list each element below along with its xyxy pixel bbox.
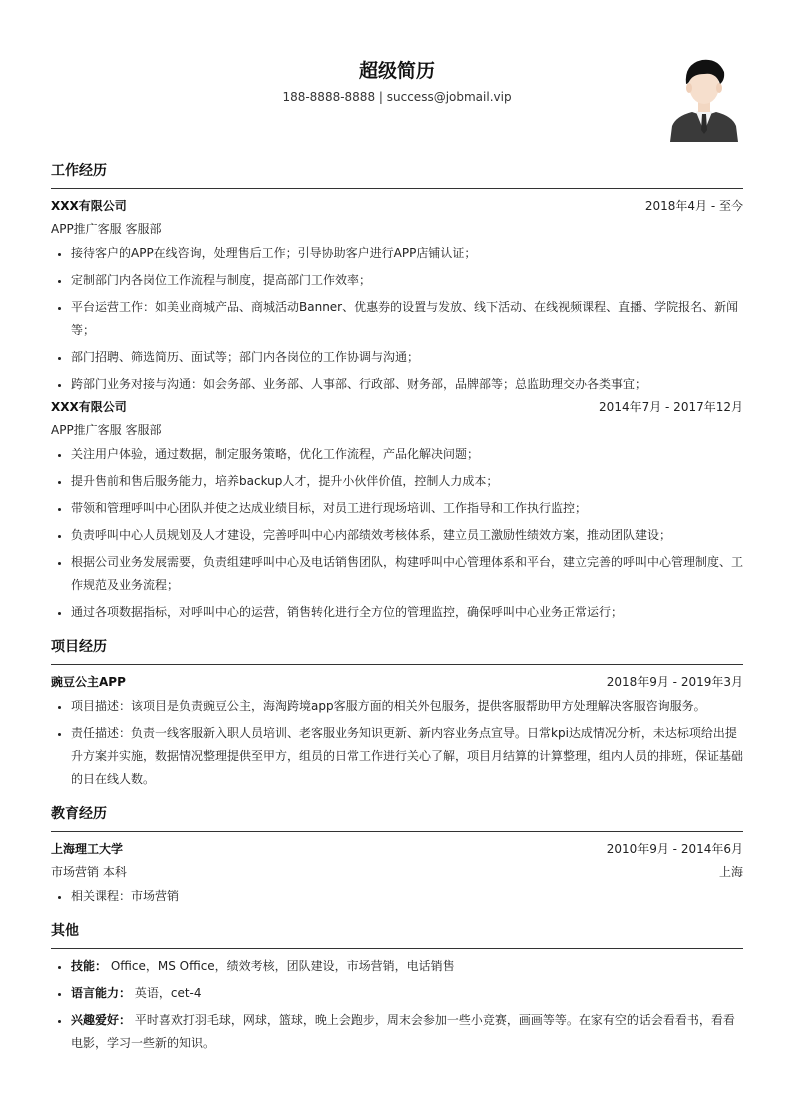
entry-date: 2018年4月 - 至今	[644, 199, 743, 213]
list-item: • 平台运营工作：如美业商城产品、商城活动Banner、优惠券的设置与发放、线下活动、在线视频课程、直播、学院报名、新闻等；	[71, 296, 743, 342]
avatar	[668, 54, 740, 142]
entry-date: 2018年9月 - 2019年3月	[606, 675, 743, 689]
item-text: Office，MS Office，绩效考核，团队建设，市场营销，电话销售	[110, 959, 455, 973]
item-text: 平时喜欢打羽毛球，网球，篮球，晚上会跑步，周末会参加一些小竞赛，画画等等。在家有空的话会看看书，看看电影，学习一些新的知识。	[71, 1013, 735, 1050]
education-entry	[51, 842, 743, 908]
section-title: 项目经历	[51, 636, 743, 665]
bullet-list	[51, 955, 743, 1055]
work-entry	[51, 400, 743, 624]
bullet-list	[51, 242, 743, 396]
project-section	[51, 636, 743, 791]
list-item	[71, 955, 743, 978]
company-name: XXX有限公司	[51, 199, 127, 213]
resume-header	[51, 0, 743, 150]
location: 上海	[718, 865, 743, 879]
section-title: 其他	[51, 920, 743, 949]
list-item: • 提升售前和售后服务能力，培养backup人才，提升小伙伴价值，控制人力成本；	[71, 470, 743, 493]
contact-info: 188-8888-8888 | success@jobmail.vip	[282, 90, 512, 104]
list-item	[71, 1009, 743, 1055]
school-name: 上海理工大学	[51, 842, 124, 856]
section-title: 工作经历	[51, 160, 743, 189]
list-item: • 接待客户的APP在线咨询，处理售后工作；引导协助客户进行APP店铺认证；	[71, 242, 743, 265]
candidate-name: 超级简历	[358, 60, 435, 82]
list-item: • 通过各项数据指标，对呼叫中心的运营，销售转化进行全方位的管理监控，确保呼叫中心业务正常运行；	[71, 601, 743, 624]
list-item: • 相关课程：市场营销	[71, 885, 743, 908]
list-item: • 定制部门内各岗位工作流程与制度，提高部门工作效率；	[71, 269, 743, 292]
company-name: XXX有限公司	[51, 400, 127, 414]
list-item: • 负责呼叫中心人员规划及人才建设，完善呼叫中心内部绩效考核体系，建立员工激励性绩效方案，推动团队建设；	[71, 524, 743, 547]
list-item	[71, 982, 743, 1005]
item-label: 技能：	[71, 959, 108, 973]
work-section	[51, 160, 743, 624]
bullet-list	[51, 443, 743, 624]
project-name: 豌豆公主APP	[51, 675, 126, 689]
list-item: • 关注用户体验，通过数据，制定服务策略，优化工作流程，产品化解决问题；	[71, 443, 743, 466]
list-item: • 部门招聘、筛选简历、面试等；部门内各岗位的工作协调与沟通；	[71, 346, 743, 369]
work-entry	[51, 199, 743, 396]
list-item: • 带领和管理呼叫中心团队并使之达成业绩目标，对员工进行现场培训、工作指导和工作执行监控；	[71, 497, 743, 520]
item-label: 兴趣爱好：	[71, 1013, 132, 1027]
project-entry	[51, 675, 743, 791]
resume-page	[51, 0, 743, 1059]
education-section	[51, 803, 743, 908]
bullet-list	[51, 695, 743, 791]
job-role: APP推广客服 客服部	[51, 222, 162, 236]
entry-date: 2010年9月 - 2014年6月	[606, 842, 743, 856]
job-role: APP推广客服 客服部	[51, 423, 162, 437]
section-title: 教育经历	[51, 803, 743, 832]
list-item: • 跨部门业务对接与沟通：如会务部、业务部、人事部、行政部、财务部，品牌部等；总监助理交办各类事宜；	[71, 373, 743, 396]
major-degree: 市场营销 本科	[51, 865, 127, 879]
item-text: 英语，cet-4	[134, 986, 202, 1000]
entry-date: 2014年7月 - 2017年12月	[599, 400, 743, 414]
item-label: 语言能力：	[71, 986, 132, 1000]
bullet-list	[51, 885, 743, 908]
list-item: • 项目描述：该项目是负责豌豆公主，海淘跨境app客服方面的相关外包服务，提供客服帮助甲方处理解决客服咨询服务。	[71, 695, 743, 718]
list-item: • 根据公司业务发展需要，负责组建呼叫中心及电话销售团队，构建呼叫中心管理体系和平台，建立完善的呼叫中心管理制度、工作规范及业务流程；	[71, 551, 743, 597]
other-section	[51, 920, 743, 1055]
list-item: • 责任描述：负责一线客服新入职人员培训、老客服业务知识更新、新内容业务点宣导。日常kpi达成情况分析，未达标项给出提升方案并实施，数据情况整理提供至甲方，组员的日常工作进行关心了解，项目月结算的计算整理，组内人员的排班，保证基础的日在线人数。	[71, 722, 743, 791]
